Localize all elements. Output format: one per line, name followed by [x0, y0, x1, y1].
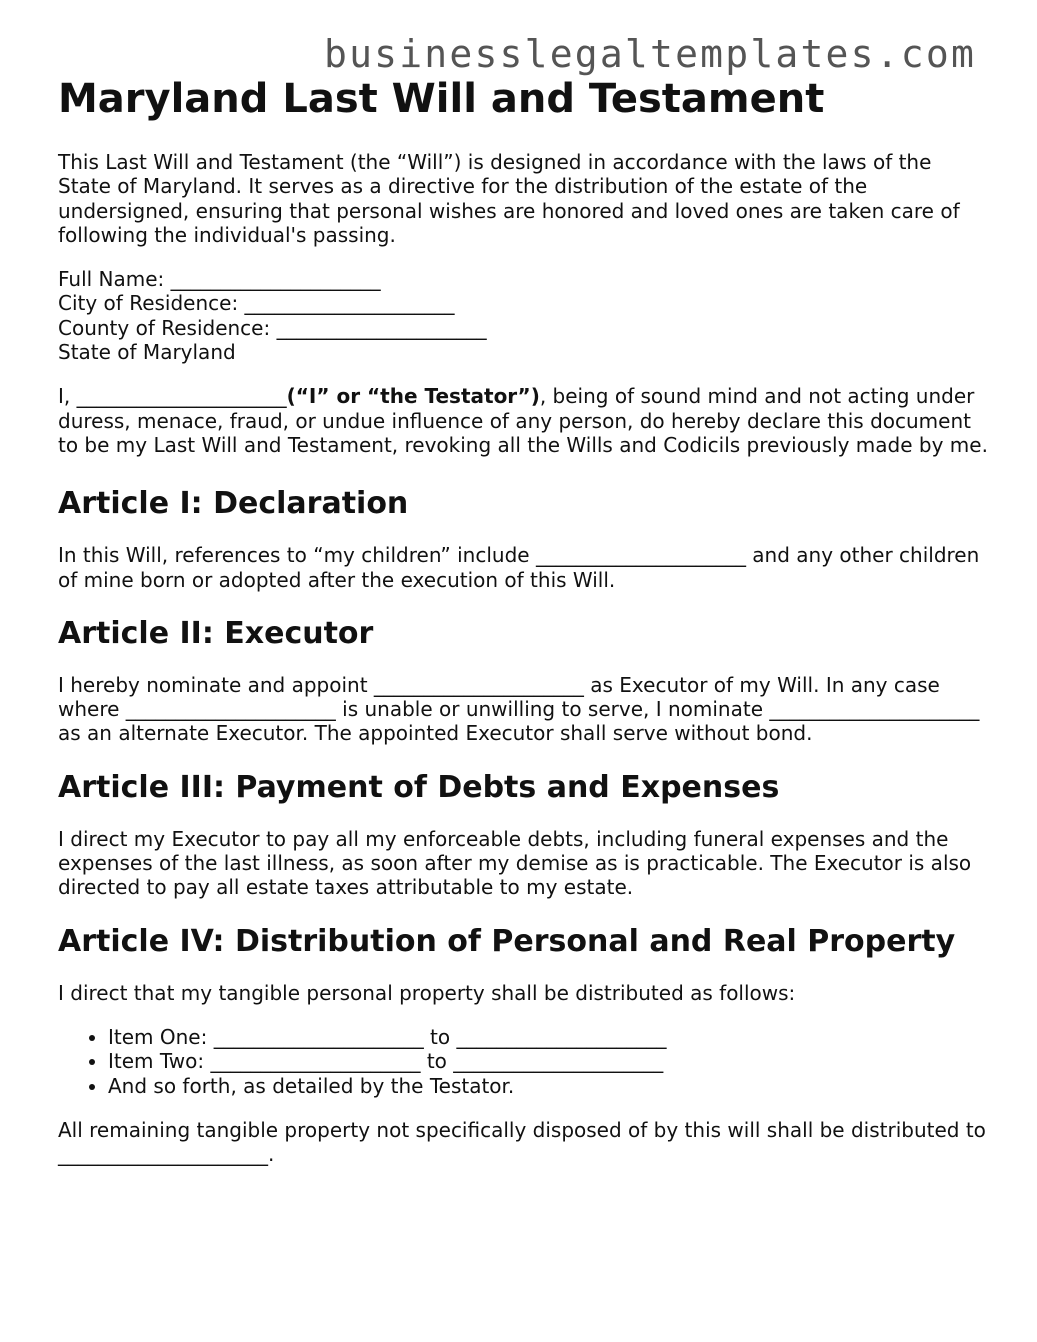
article-4-intro: I direct that my tangible personal property shall be distributed as follows: — [58, 980, 796, 1005]
list-item[interactable]: • Item Two: _____________________ to _____________________ — [108, 1049, 988, 1073]
testator-definition: (“I” or “the Testator”) — [286, 384, 540, 409]
article-2-heading: Article II: Executor — [58, 615, 374, 651]
article-4-heading: Article IV: Distribution of Personal and Real Property — [58, 923, 956, 959]
remaining-property-text: All remaining tangible property not specifically disposed of by this will shall be distributed to _____________________. — [58, 1117, 986, 1167]
full-name-field[interactable]: Full Name: _____________________ — [58, 267, 381, 292]
article-1-heading: Article I: Declaration — [58, 486, 409, 522]
property-list — [58, 1025, 988, 1098]
list-item: • And so forth, as detailed by the Testator. — [108, 1074, 988, 1098]
intro-paragraph: This Last Will and Testament (the “Will”) is designed in accordance with the laws of the State of Maryland. It serves as a directive for the distribution of the estate of the undersigned, ensuring that personal wishes are honored and loved ones are taken care of following the individual's passing. — [58, 150, 960, 247]
declaration-text: , being of sound mind and not acting under duress, menace, fraud, or undue influence of any person, do hereby declare this document to be my Last Will and Testament, revoking all the Wills and Codicils previously made by me. — [58, 384, 988, 457]
city-field[interactable]: City of Residence: _____________________ — [58, 291, 455, 316]
document-page — [58, 72, 988, 1166]
article-1-text: In this Will, references to “my children” include _____________________ and any other children of mine born or adopted after the execution of this Will. — [58, 543, 980, 592]
article-2-text: I hereby nominate and appoint _____________________ as Executor of my Will. In any case where _____________________ is unable or unwilling to serve, I nominate _____________________ as an alternate Executor. The appointed Executor shall serve without bond. — [58, 672, 980, 746]
testator-name-field[interactable]: I, _____________________ — [58, 384, 287, 409]
testator-fields — [58, 267, 988, 364]
page-title: Maryland Last Will and Testament — [58, 76, 825, 122]
article-3-text: I direct my Executor to pay all my enforceable debts, including funeral expenses and the expenses of the last illness, as soon after my demise as is practicable. The Executor is also directed to pay all estate taxes attributable to my estate. — [58, 826, 972, 900]
list-item[interactable]: • Item One: _____________________ to _____________________ — [108, 1025, 988, 1049]
state-label: State of Maryland — [58, 340, 236, 365]
watermark-text: businesslegaltemplates.com — [324, 32, 977, 76]
article-3-heading: Article III: Payment of Debts and Expenses — [58, 769, 780, 805]
declaration-paragraph — [58, 384, 988, 457]
county-field[interactable]: County of Residence: _____________________ — [58, 315, 487, 340]
